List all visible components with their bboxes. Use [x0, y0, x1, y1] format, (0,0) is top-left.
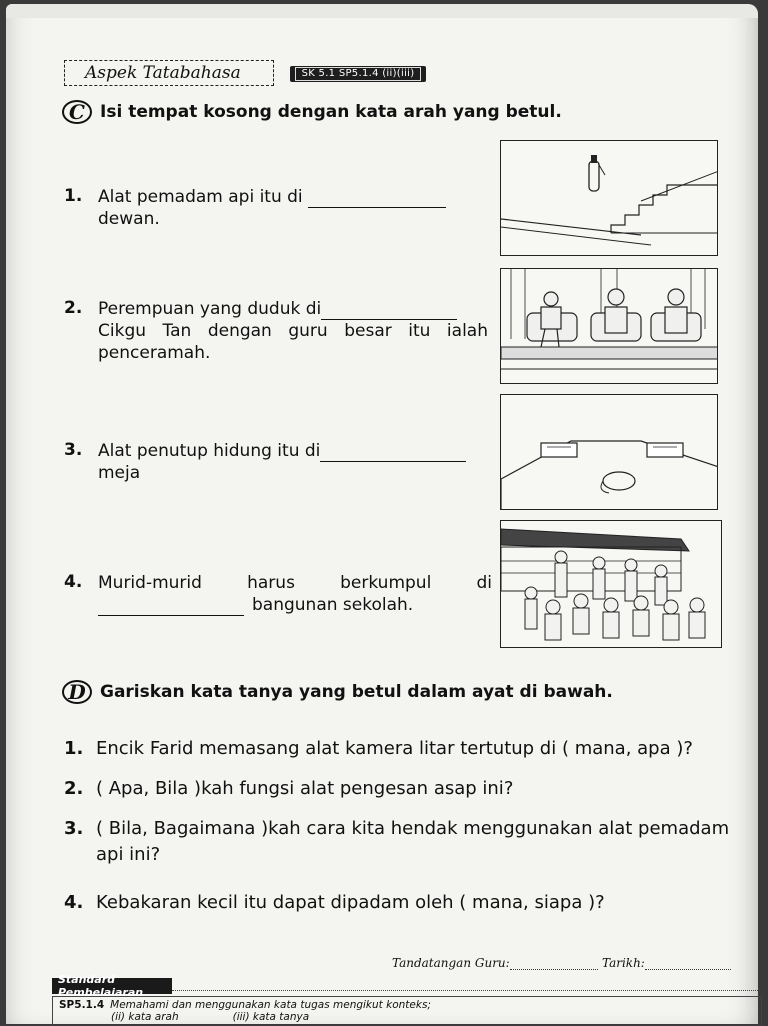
c-q4-blank[interactable]	[98, 615, 244, 616]
section-c-title: Isi tempat kosong dengan kata arah yang betul.	[100, 102, 562, 122]
section-d-badge: D	[62, 680, 92, 704]
c-q3-line1: Alat penutup hidung itu di	[98, 441, 321, 461]
sp-kata-arah: (ii) kata arah	[111, 1011, 179, 1023]
c-q3	[98, 440, 498, 484]
date-signature	[602, 956, 731, 970]
d-item-2-number: 2.	[64, 778, 84, 799]
section-c-heading	[62, 100, 562, 124]
c-q2-number: 2.	[64, 298, 83, 318]
d-item-4-text: Kebakaran kecil itu dapat dipadam oleh ( mana, siapa )?	[96, 892, 605, 913]
c-q4-word4: di	[476, 573, 492, 593]
d-item-3-text2: api ini?	[96, 844, 161, 865]
section-d-heading	[62, 680, 613, 704]
c-q2-line2: Cikgu Tan dengan guru besar itu ialah	[98, 321, 488, 341]
d-item-1	[64, 736, 693, 762]
standard-dotted-line	[172, 990, 762, 991]
standard-label: Standard Pembelajaran	[52, 978, 172, 994]
c-q1-line2: dewan.	[98, 209, 160, 229]
c-q2-line3: penceramah.	[98, 343, 211, 363]
c-q4-line2: bangunan sekolah.	[252, 595, 414, 615]
picture-mask-on-table	[500, 394, 718, 510]
c-q4-word3: berkumpul	[340, 573, 432, 593]
aspek-label: Aspek Tatabahasa	[64, 60, 274, 86]
page-top-edge	[6, 4, 758, 18]
c-q4-word1: Murid-murid	[98, 573, 202, 593]
date-field[interactable]	[645, 969, 731, 970]
section-d-title: Gariskan kata tanya yang betul dalam ayat di bawah.	[100, 682, 613, 702]
d-item-1-number: 1.	[64, 738, 84, 759]
c-q1-blank[interactable]	[308, 207, 446, 208]
d-item-2-text: ( Apa, Bila )kah fungsi alat pengesan asap ini?	[96, 778, 514, 799]
c-q1-number: 1.	[64, 186, 83, 206]
seated-people-illustration	[501, 269, 718, 384]
table-illustration	[501, 395, 718, 510]
signature-field[interactable]	[510, 969, 598, 970]
c-q3-line2: meja	[98, 463, 141, 483]
d-item-4	[64, 890, 605, 916]
picture-fire-extinguisher-stairs	[500, 140, 718, 256]
d-item-3-text: ( Bila, Bagaimana )kah cara kita hendak menggunakan alat pemadam	[96, 818, 730, 839]
sp-text: Memahami dan menggunakan kata tugas mengikut konteks;	[110, 999, 431, 1011]
tandatangan-label: Tandatangan Guru:	[392, 956, 510, 970]
teacher-signature	[392, 956, 598, 970]
d-item-4-number: 4.	[64, 892, 84, 913]
c-q4-word2: harus	[247, 573, 295, 593]
tarikh-label: Tarikh:	[602, 956, 645, 970]
d-item-2	[64, 776, 513, 802]
picture-school-assembly	[500, 520, 722, 648]
c-q3-blank[interactable]	[320, 461, 466, 462]
sk-code-badge	[290, 66, 426, 82]
sp-kata-tanya: (iii) kata tanya	[232, 1011, 310, 1023]
sp-code: SP5.1.4	[59, 999, 105, 1011]
section-c-badge: C	[62, 100, 92, 124]
c-q4	[98, 572, 492, 616]
stairs-illustration	[501, 141, 718, 256]
d-item-1-text: Encik Farid memasang alat kamera litar tertutup di ( mana, apa )?	[96, 738, 693, 759]
c-q2	[98, 298, 488, 364]
c-q4-number: 4.	[64, 572, 83, 592]
picture-seated-speakers	[500, 268, 718, 384]
c-q2-line1: Perempuan yang duduk di	[98, 299, 322, 319]
d-item-3-number: 3.	[64, 818, 84, 839]
c-q3-number: 3.	[64, 440, 83, 460]
worksheet-page	[6, 4, 758, 1024]
school-illustration	[501, 521, 722, 648]
standard-box	[52, 996, 762, 1026]
d-item-3	[64, 816, 729, 868]
sk-code: SK 5.1 SP5.1.4 (ii)(iii)	[295, 67, 422, 81]
c-q1-line1: Alat pemadam api itu di	[98, 187, 303, 207]
c-q1	[98, 186, 488, 230]
